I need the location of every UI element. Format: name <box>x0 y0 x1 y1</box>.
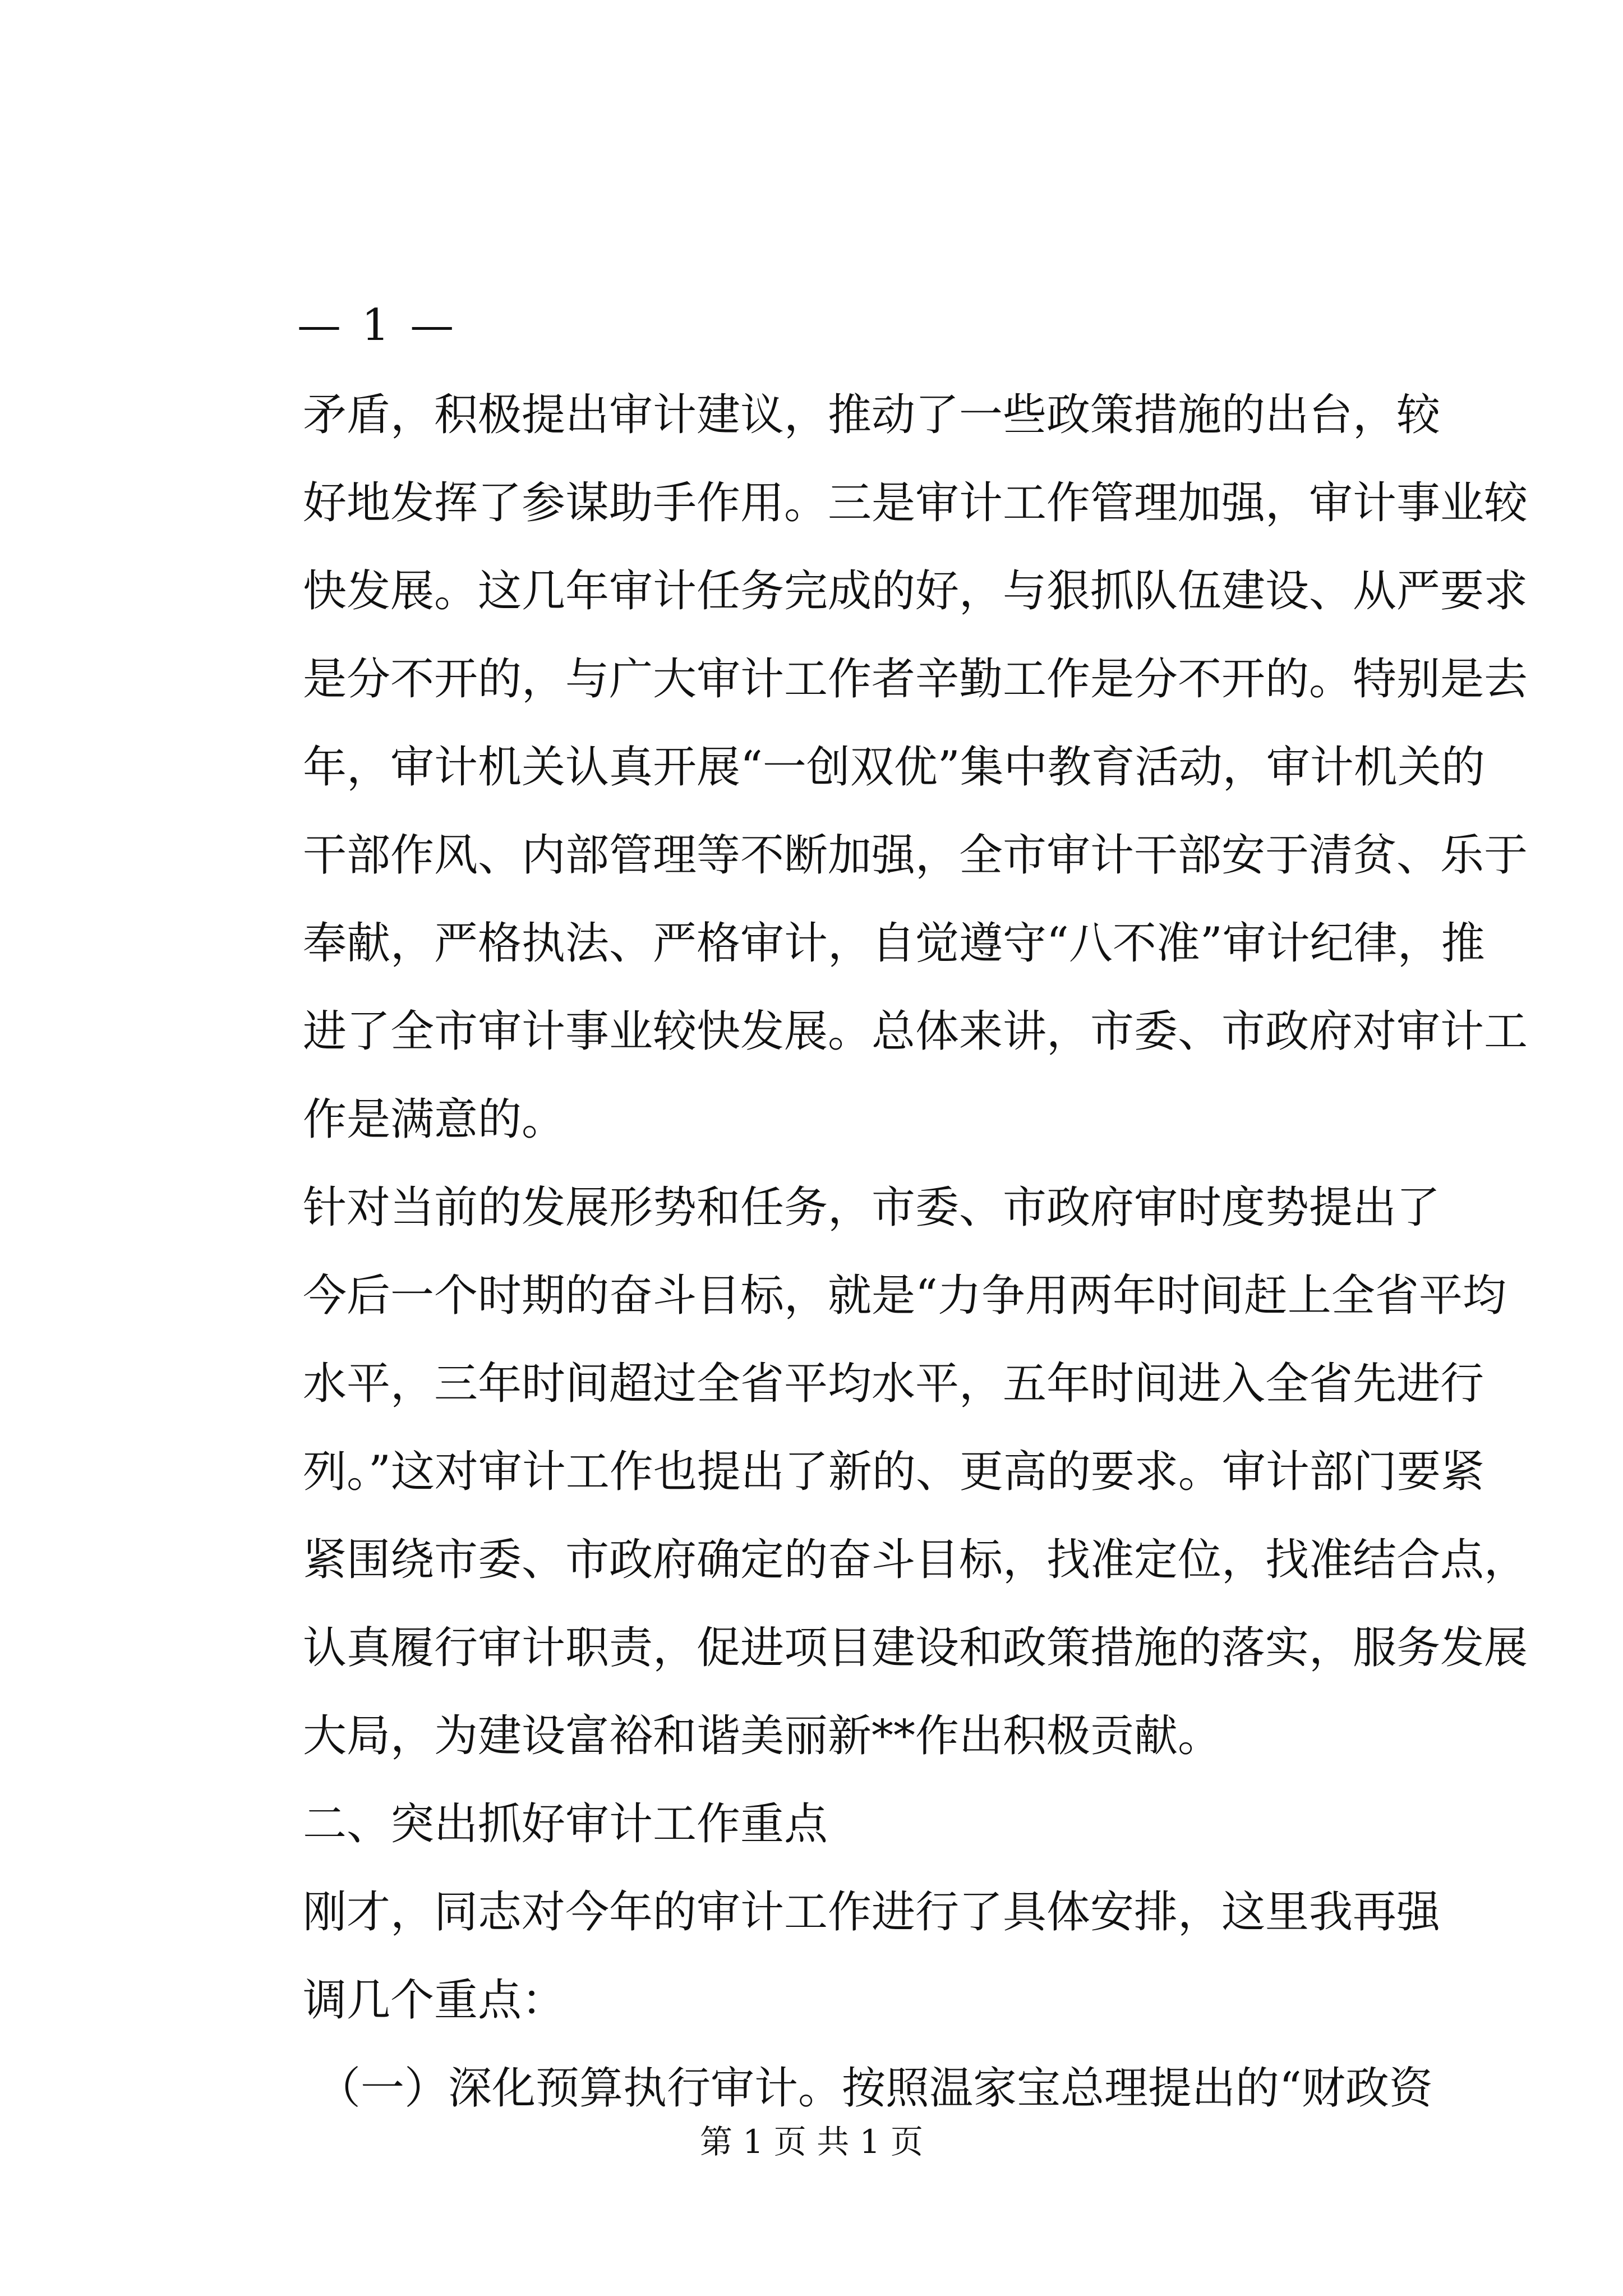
text-line: 列。”这对审计工作也提出了新的、更高的要求。审计部门要紧 <box>303 1447 1484 1497</box>
section-heading: 二、突出抓好审计工作重点 <box>303 1799 828 1849</box>
text-line: 今后一个时期的奋斗目标，就是“力争用两年时间赶上全省平均 <box>303 1271 1506 1321</box>
text-line: 是分不开的，与广大审计工作者辛勤工作是分不开的。特别是去 <box>303 654 1528 705</box>
text-line: 矛盾，积极提出审计建议，推动了一些政策措施的出台，较 <box>303 390 1441 440</box>
page-footer: 第 1 页 共 1 页 <box>700 2123 923 2161</box>
text-line: 好地发挥了参谋助手作用。三是审计工作管理加强，审计事业较 <box>303 478 1528 528</box>
text-line: 紧围绕市委、市政府确定的奋斗目标，找准定位，找准结合点， <box>303 1535 1528 1585</box>
text-line: 干部作风、内部管理等不断加强，全市审计干部安于清贫、乐于 <box>303 830 1528 881</box>
text-line: （一）深化预算执行审计。按照温家宝总理提出的“财政资 <box>317 2063 1433 2114</box>
text-line: 大局，为建设富裕和谐美丽新**作出积极贡献。 <box>303 1711 1222 1761</box>
text-line: 奉献，严格执法、严格审计，自觉遵守“八不准”审计纪律，推 <box>303 918 1485 969</box>
text-line: 快发展。这几年审计任务完成的好，与狠抓队伍建设、从严要求 <box>303 566 1528 616</box>
text-line: 进了全市审计事业较快发展。总体来讲，市委、市政府对审计工 <box>303 1006 1528 1057</box>
text-line: 认真履行审计职责，促进项目建设和政策措施的落实，服务发展 <box>303 1623 1528 1673</box>
text-line: 年，审计机关认真开展“一创双优”集中教育活动，审计机关的 <box>303 742 1485 793</box>
text-line: 刚才，同志对今年的审计工作进行了具体安排，这里我再强 <box>303 1887 1441 1938</box>
text-line: 水平，三年时间超过全省平均水平，五年时间进入全省先进行 <box>303 1359 1484 1409</box>
page-number-marker: — 1 — <box>297 300 458 351</box>
text-line: 针对当前的发展形势和任务，市委、市政府审时度势提出了 <box>303 1182 1441 1233</box>
text-line: 调几个重点： <box>303 1975 566 2026</box>
text-line: 作是满意的。 <box>303 1094 566 1145</box>
